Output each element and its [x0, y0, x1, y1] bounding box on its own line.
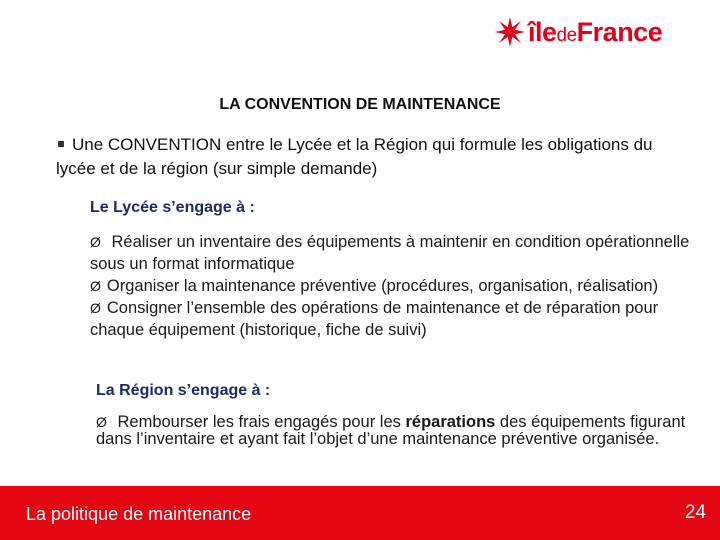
intro-paragraph [56, 133, 676, 181]
red-star-icon [494, 16, 526, 48]
page-number: 24 [684, 502, 706, 523]
footer-title: La politique de maintenance [26, 504, 252, 524]
intro-text: Une CONVENTION entre le Lycée et la Région qui formule les obligations du lycée et de la région (sur simple demande) [56, 135, 653, 178]
arrow-bullet-icon: Ø [90, 234, 101, 250]
footer-bar [0, 486, 720, 540]
list-item: Ø Réaliser un inventaire des équipements à maintenir en condition opérationnelle sous un format informatique [90, 233, 690, 273]
square-bullet-icon [58, 141, 64, 147]
list-item: Ø Consigner l’ensemble des opérations de maintenance et de réparation pour chaque équipement (historique, fiche de suivi) [90, 299, 659, 339]
slide-title: LA CONVENTION DE MAINTENANCE [219, 96, 501, 113]
lycee-commitments-list [90, 231, 690, 341]
arrow-bullet-icon: Ø [96, 414, 107, 430]
emphasis-reparations: réparations [405, 413, 496, 431]
region-commitments-list [96, 414, 696, 448]
arrow-bullet-icon: Ø [90, 278, 101, 294]
lycee-heading: Le Lycée s’engage à : [90, 199, 255, 216]
list-item: Ø Organiser la maintenance préventive (procédures, organisation, réalisation) [90, 277, 659, 295]
logo-wordmark: îledeFrance [528, 16, 663, 47]
arrow-bullet-icon: Ø [90, 300, 101, 316]
ile-de-france-logo [494, 14, 662, 50]
region-heading: La Région s’engage à : [96, 382, 271, 399]
list-item: Ø Rembourser les frais engagés pour les réparations des équipements figurant dans l’inventaire et ayant fait l’objet d’une maintenance préventive organisée. [96, 413, 686, 448]
